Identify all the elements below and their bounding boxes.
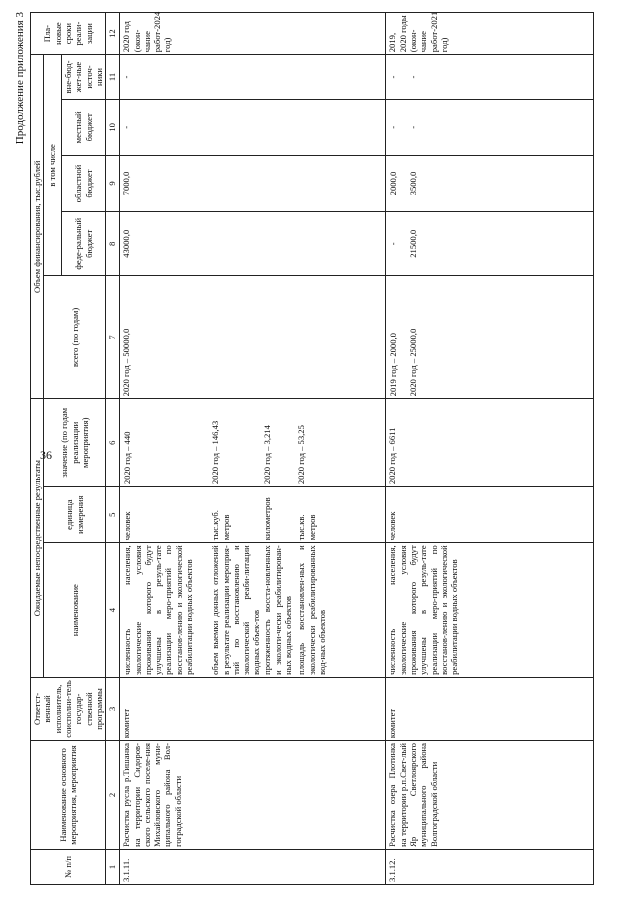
fund-federal: 21500,0 xyxy=(408,229,419,258)
col-number: 9 xyxy=(106,155,120,211)
header-num: № п/п xyxy=(31,849,106,884)
row-number: 3.1.11. xyxy=(120,849,386,884)
col-number: 5 xyxy=(106,487,120,543)
header-result-value: значение (по годам реализации мероприятия) xyxy=(44,399,106,487)
row-number: 3.1.12. xyxy=(386,849,594,884)
header-fund-local: местный бюджет xyxy=(61,99,105,155)
program-table xyxy=(30,12,594,885)
col-number: 8 xyxy=(106,212,120,276)
header-name: Наименование основного мероприятия, мероприятия xyxy=(31,741,106,850)
result-name: объем выемки донных отложений в результате реализации мероприя-тий по восстановлению и экологической реаби-литации водных объек-тов xyxy=(210,545,262,675)
result-name: протяженность восста-новленных и экологи-чески реабилитирован-ных водных объектов xyxy=(262,545,293,675)
result-name: численность населения, экологические условия проживания которого будут улучшены в резуль-тате реализации меро-приятий по восстанов-лению и экологической реабилитации водных объектов xyxy=(122,545,195,675)
row-dates: 2019, 2020 годы (окон-чание работ-2021 год) xyxy=(386,13,594,55)
fund-regional: 2000,0 xyxy=(388,171,399,196)
result-values-cell xyxy=(120,399,386,487)
header-responsible: Ответст-венный исполнитель, соисполни-тель государ-ственной программы xyxy=(31,677,106,740)
result-unit: километров xyxy=(262,497,273,541)
col-number: 3 xyxy=(106,677,120,740)
col-number: 10 xyxy=(106,99,120,155)
header-fund-federal: феде-ральный бюджет xyxy=(61,212,105,276)
col-number: 6 xyxy=(106,399,120,487)
fund-total-cell xyxy=(386,276,594,399)
header-fund-extra: вне-бюд-жет-ные источ-ники xyxy=(61,55,105,100)
header-fund-incl: в том числе xyxy=(44,55,62,276)
fund-federal: 43000,0 xyxy=(120,212,386,276)
header-dates: Пла-новые сроки реали-зации xyxy=(31,13,106,55)
fund-total: 2020 год – 50000,0 xyxy=(120,276,386,399)
result-value: 2020 год – 440 xyxy=(122,431,133,485)
col-number: 11 xyxy=(106,55,120,100)
row-responsible: комитет xyxy=(120,677,386,740)
row-responsible: комитет xyxy=(386,677,594,740)
result-names-cell xyxy=(120,543,386,678)
result-name: площадь восстановлен-ных и экологически реабилитированных вод-ных объектов xyxy=(296,545,327,675)
result-value: 2020 год – 53,25 xyxy=(296,425,307,485)
fund-total: 2020 год – 25000,0 xyxy=(408,328,419,397)
result-unit: человек xyxy=(122,511,133,541)
result-value: 2020 год – 3,214 xyxy=(262,425,273,485)
fund-regional-cell xyxy=(386,155,594,211)
col-number: 4 xyxy=(106,543,120,678)
result-unit: тыс.куб. метров xyxy=(210,510,231,541)
header-funding-group: Объем финансирования, тыс.рублей xyxy=(31,55,44,399)
result-name: численность населения, экологические условия проживания которого будут улучшены в резуль-тате реализации меро-приятий по восстанов-лению и экологической реабилитации водных объектов xyxy=(386,543,594,678)
fund-extra: - xyxy=(408,75,419,79)
table-row xyxy=(386,13,594,885)
fund-federal-cell xyxy=(386,212,594,276)
result-unit: человек xyxy=(386,487,594,543)
col-number: 7 xyxy=(106,276,120,399)
fund-total: 2019 год – 2000,0 xyxy=(388,333,399,397)
result-unit: тыс.кв. метров xyxy=(296,514,317,541)
page-number: 36 xyxy=(40,448,52,462)
row-dates: 2020 год (окон-чание работ-2024 год) xyxy=(120,13,386,55)
fund-local: - xyxy=(388,125,399,129)
header-result-name: наименование xyxy=(44,543,106,678)
table-row xyxy=(120,13,386,885)
header-results-group: Ожидаемые непосредственные результаты xyxy=(31,399,44,678)
fund-regional: 7000,0 xyxy=(120,155,386,211)
header-fund-total: всего (по годам) xyxy=(44,276,106,399)
header-fund-regional: областной бюджет xyxy=(61,155,105,211)
header-result-unit: единица измерения xyxy=(44,487,106,543)
appendix-caption: Продолжение приложения 3 xyxy=(14,12,26,145)
fund-local: - xyxy=(408,125,419,129)
fund-extra-cell xyxy=(386,55,594,100)
col-number: 12 xyxy=(106,13,120,55)
row-activity-name: Расчистка русла р.Тишанка на территории Сидоров-ского сельского поселе-ния Михайловского муни-ципального района Вол-гоградской области xyxy=(120,741,386,850)
fund-local: - xyxy=(120,99,386,155)
fund-extra: - xyxy=(388,75,399,79)
row-activity-name: Расчистка озера Плотинка на территории р.п.Свет-лый Яр Светлоярского муниципального района Волгоградской области xyxy=(386,741,594,850)
col-number: 2 xyxy=(106,741,120,850)
fund-federal: - xyxy=(388,242,399,246)
fund-regional: 3500,0 xyxy=(408,171,419,196)
col-number: 1 xyxy=(106,849,120,884)
result-value: 2020 год – 146,43 xyxy=(210,420,221,485)
fund-local-cell xyxy=(386,99,594,155)
result-value: 2020 год – 6611 xyxy=(386,399,594,487)
fund-extra: - xyxy=(120,55,386,100)
result-units-cell xyxy=(120,487,386,543)
